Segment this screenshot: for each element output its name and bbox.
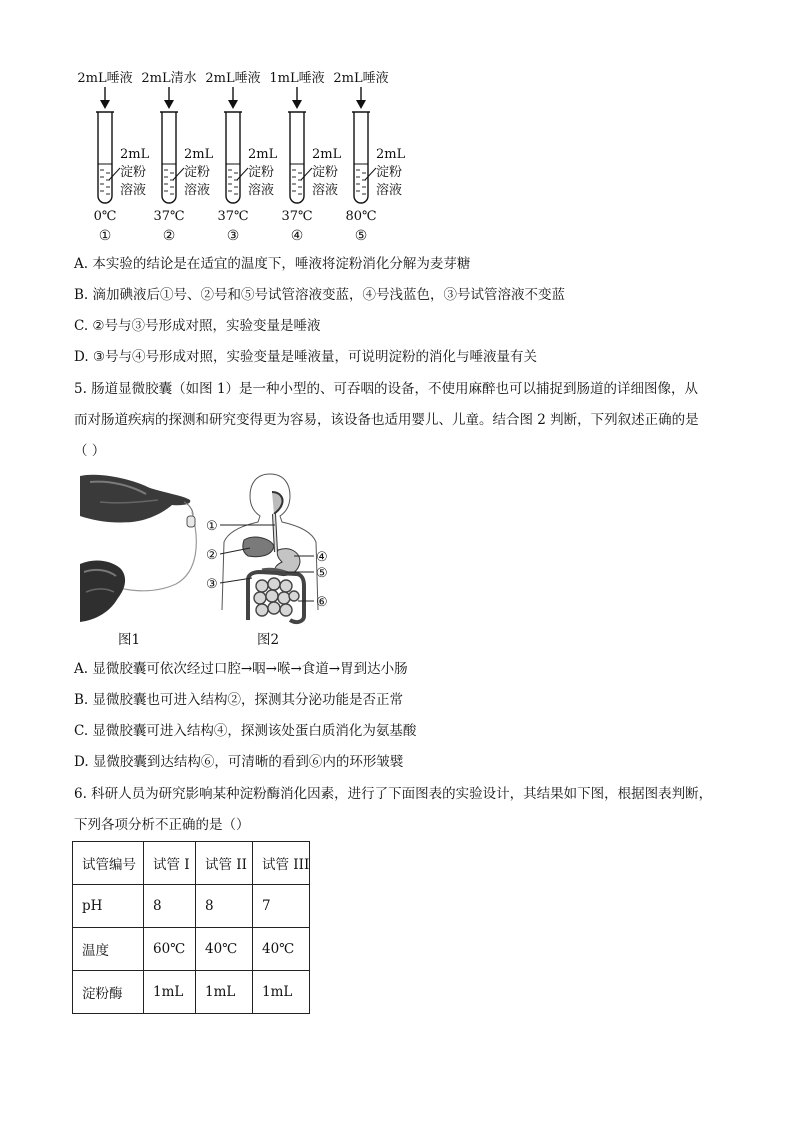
tube-solution-label: 2mL	[312, 147, 342, 162]
label-1: ①	[206, 519, 218, 534]
tube-reagent-label: 2mL唾液	[333, 71, 389, 86]
label-4: ④	[316, 550, 328, 565]
test-tube-figure	[60, 60, 440, 250]
tube-solution-label: 溶液	[312, 183, 339, 198]
table-row	[73, 885, 310, 928]
q5-stem-line-2: 而对肠道疾病的探测和研究变得更为容易，该设备也适用婴儿、儿童。结合图 2 判断，下列叙述正确的是	[74, 412, 699, 428]
tube-number: ⑤	[354, 228, 368, 244]
tube-reagent-label: 2mL唾液	[205, 71, 261, 86]
tube-solution-label: 2mL	[248, 147, 278, 162]
q5-option-c: C. 显微胶囊可进入结构④，探测该处蛋白质消化为氨基酸	[74, 723, 417, 739]
q5-option-b: B. 显微胶囊也可进入结构②，探测其分泌功能是否正常	[74, 692, 404, 708]
tube-solution-label: 溶液	[184, 183, 211, 198]
label-6: ⑥	[316, 595, 328, 610]
table-cell: 温度	[73, 928, 144, 971]
test-tube-3	[205, 70, 277, 244]
header-cell: 试管编号	[73, 842, 144, 885]
tube-solution-label: 溶液	[120, 183, 147, 198]
tube-solution-label: 2mL	[120, 147, 150, 162]
digestive-system-diagram	[200, 470, 340, 630]
table-header-row	[73, 842, 310, 885]
test-tube-5	[333, 70, 405, 244]
tube-solution-label: 溶液	[376, 183, 403, 198]
q5-option-d: D. 显微胶囊到达结构⑥，可清晰的看到⑥内的环形皱襞	[74, 754, 404, 770]
tube-reagent-label: 1mL唾液	[269, 71, 325, 86]
q5-option-a: A. 显微胶囊可依次经过口腔→咽→喉→食道→胃到达小肠	[74, 661, 408, 677]
tube-solution-label: 2mL	[376, 147, 406, 162]
tube-number: ④	[290, 228, 304, 244]
table-cell: 淀粉酶	[73, 971, 144, 1014]
table-cell: pH	[73, 885, 144, 928]
table-cell: 8	[196, 885, 253, 928]
table-row	[73, 928, 310, 971]
header-cell: 试管 I	[144, 842, 196, 885]
test-tube-1	[77, 70, 149, 244]
tube-solution-label: 淀粉	[312, 165, 339, 180]
tube-solution-label: 淀粉	[248, 165, 275, 180]
tube-temperature: 37℃	[217, 209, 249, 224]
table-cell: 40℃	[253, 928, 310, 971]
label-2: ②	[206, 548, 218, 563]
tube-number: ①	[98, 228, 112, 244]
tube-solution-label: 淀粉	[120, 165, 147, 180]
tube-reagent-label: 2mL清水	[141, 71, 197, 86]
tube-temperature: 80℃	[345, 209, 377, 224]
header-cell: 试管 III	[253, 842, 310, 885]
label-3: ③	[206, 577, 218, 592]
table-cell: 8	[144, 885, 196, 928]
experiment-table	[72, 841, 310, 1014]
tube-solution-label: 淀粉	[376, 165, 403, 180]
tube-solution-label: 溶液	[248, 183, 275, 198]
tube-temperature: 37℃	[153, 209, 185, 224]
test-tube-4	[269, 70, 341, 244]
q4-option-c: C. ②号与③号形成对照，实验变量是唾液	[74, 318, 321, 334]
table-cell: 1mL	[144, 971, 196, 1014]
q4-option-a: A. 本实验的结论是在适宜的温度下，唾液将淀粉消化分解为麦芽糖	[74, 256, 471, 272]
figure-1-label: 图1	[118, 632, 141, 648]
table-cell: 40℃	[196, 928, 253, 971]
header-cell: 试管 II	[196, 842, 253, 885]
tube-solution-label: 2mL	[184, 147, 214, 162]
table-cell: 1mL	[196, 971, 253, 1014]
q5-stem-line-1: 5. 肠道显微胶囊（如图 1）是一种小型的、可吞咽的设备，不使用麻醉也可以捕捉到肠道的详细图像，从	[74, 381, 699, 397]
table-cell: 7	[253, 885, 310, 928]
table-cell: 60℃	[144, 928, 196, 971]
tube-reagent-label: 2mL唾液	[77, 71, 133, 86]
q6-stem-line-1: 6. 科研人员为研究影响某种淀粉酶消化因素，进行了下面图表的实验设计，其结果如下图，根据图表判断，	[74, 786, 713, 802]
tube-solution-label: 淀粉	[184, 165, 211, 180]
tube-number: ②	[162, 228, 176, 244]
capsule-photo	[80, 472, 200, 622]
label-5: ⑤	[316, 566, 328, 581]
q4-option-d: D. ③号与④号形成对照，实验变量是唾液量，可说明淀粉的消化与唾液量有关	[74, 349, 538, 365]
table-cell: 1mL	[253, 971, 310, 1014]
q6-stem-line-2: 下列各项分析不正确的是（）	[74, 817, 250, 833]
table-row	[73, 971, 310, 1014]
q4-option-b: B. 滴加碘液后①号、②号和⑤号试管溶液变蓝，④号浅蓝色，③号试管溶液不变蓝	[74, 287, 566, 303]
figure-2-label: 图2	[257, 632, 280, 648]
tube-temperature: 0℃	[93, 209, 117, 224]
tube-number: ③	[226, 228, 240, 244]
tube-temperature: 37℃	[281, 209, 313, 224]
q5-stem-line-3: （ ）	[74, 443, 106, 459]
test-tube-2	[141, 70, 213, 244]
